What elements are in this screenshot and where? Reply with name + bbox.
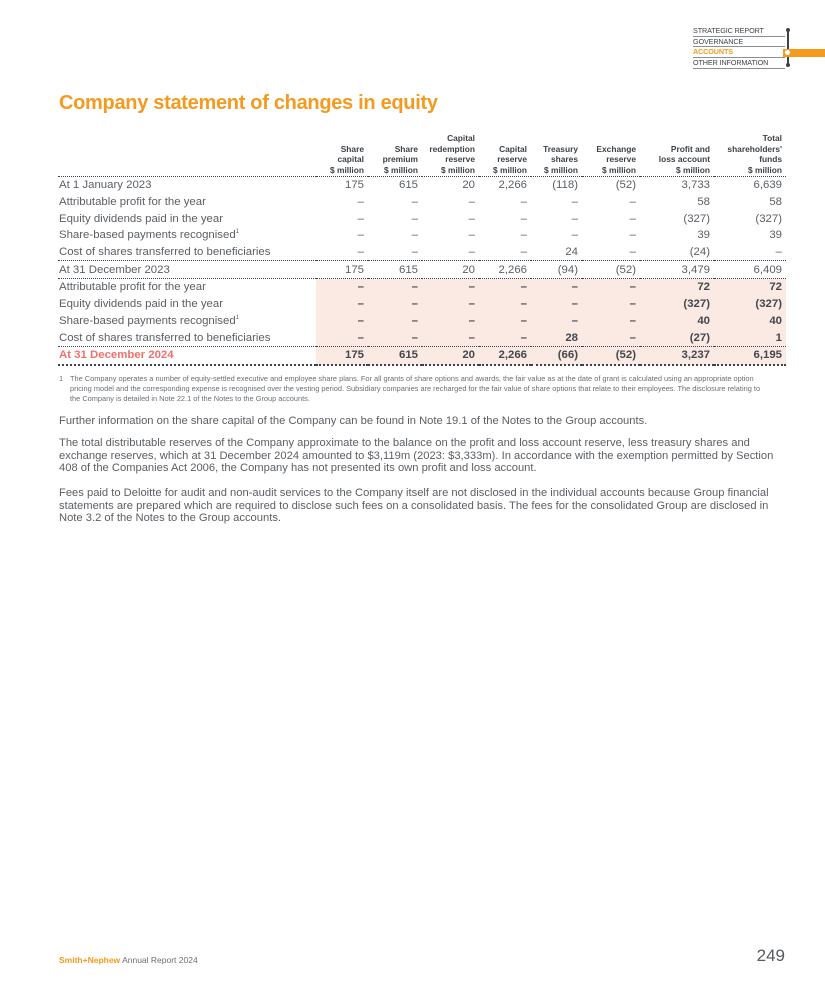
column-header-line: $ million — [602, 164, 636, 175]
table-cell: (327) — [683, 212, 710, 225]
table-row — [58, 346, 786, 364]
table-cell: 39 — [769, 229, 782, 242]
report-name: Annual Report 2024 — [122, 955, 198, 965]
table-cell: – — [422, 329, 479, 346]
row-label — [58, 261, 316, 279]
column-header-line: reserve — [606, 154, 636, 164]
table-cell: – — [531, 296, 582, 313]
column-header — [582, 131, 640, 177]
column-header-line: shares — [550, 154, 578, 164]
column-header-line: $ million — [676, 164, 710, 175]
nav-indicator-line — [787, 29, 789, 66]
footnote-number: 1 — [59, 374, 64, 383]
table-cell: 615 — [368, 261, 422, 279]
table-cell: 6,409 — [714, 261, 786, 279]
footnote-text: The Company operates a number of equity-settled executive and employee share plans. For all grants of share options and awards, the fair value as at the date of grant is calculated using an appropriate option pricing model and the corresponding expense is recognised over the vesting period. Subsidiary companies are recharged for the fair value of share options that relate to their employees. The disclosure relating to the Company is detailed in Note 22.1 of the Notes to the Group accounts. — [70, 374, 761, 403]
table-cell: – — [422, 279, 479, 296]
table-cell: (327) — [640, 296, 714, 313]
row-label — [58, 279, 316, 296]
column-header-line: Capital — [447, 133, 475, 143]
table-cell: – — [468, 229, 475, 242]
footnote-ref: 1 — [235, 229, 240, 236]
table-cell: (27) — [640, 329, 714, 346]
table-cell: 6,639 — [753, 179, 782, 192]
section-nav — [693, 26, 785, 69]
table-cell: 58 — [697, 196, 710, 209]
footnote — [59, 374, 771, 404]
row-label-text: Cost of shares transferred to beneficiaries — [59, 331, 271, 344]
table-cell: – — [479, 296, 531, 313]
table-cell: – — [520, 229, 527, 242]
table-row — [58, 296, 786, 313]
row-label — [58, 244, 316, 261]
table-cell: – — [468, 196, 475, 209]
table-cell: 6,195 — [714, 346, 786, 364]
nav-item-governance[interactable]: GOVERNANCE — [693, 37, 785, 48]
table-cell: – — [582, 279, 640, 296]
table-cell: (66) — [531, 346, 582, 364]
table-cell: – — [629, 229, 636, 242]
nav-item-strategic-report[interactable]: STRATEGIC REPORT — [693, 26, 785, 37]
column-header-line: Profit and — [670, 143, 710, 154]
table-cell: 3,479 — [640, 261, 714, 279]
row-label-text: At 31 December 2023 — [59, 263, 170, 276]
table-row — [58, 227, 786, 244]
table-row — [58, 210, 786, 227]
row-label — [58, 227, 316, 244]
row-label-text: Equity dividends paid in the year — [59, 212, 224, 225]
row-label — [58, 296, 316, 313]
table-cell: (52) — [615, 179, 636, 192]
column-header-line: Treasury — [543, 143, 578, 154]
table-cell: – — [775, 246, 782, 259]
table-cell: 3,237 — [640, 346, 714, 364]
column-header-line: $ million — [441, 164, 475, 175]
table-cell: – — [368, 279, 422, 296]
table-cell: 3,733 — [681, 179, 710, 192]
row-label — [58, 346, 316, 364]
table-cell: – — [316, 296, 368, 313]
nav-top-dot-icon — [786, 28, 790, 32]
table-cell: 175 — [344, 179, 364, 192]
table-cell: – — [316, 279, 368, 296]
column-header-line: funds — [759, 154, 782, 164]
table-cell: – — [357, 212, 364, 225]
table-cell: – — [316, 313, 368, 330]
row-label — [58, 329, 316, 346]
paragraph-share-capital: Further information on the share capital of the Company can be found in Note 19.1 of the Notes to the Group accounts. — [59, 415, 648, 427]
table-cell: – — [357, 196, 364, 209]
table-cell: – — [368, 329, 422, 346]
column-header — [479, 131, 531, 177]
table-cell: 2,266 — [479, 261, 531, 279]
table-cell: – — [520, 246, 527, 259]
paragraph-audit-fees: Fees paid to Deloitte for audit and non-audit services to the Company itself are not disclosed in the individual accounts because Group financial statements are prepared which are required to disclose such fees on a consolidated basis. The fees for the consolidated Group are disclosed in Note 3.2 of the Notes to the Group accounts. — [59, 487, 769, 525]
table-cell: 20 — [422, 346, 479, 364]
table-cell: 1 — [714, 329, 786, 346]
table-cell: 40 — [714, 313, 786, 330]
table-cell: 175 — [316, 346, 368, 364]
table-cell: – — [520, 196, 527, 209]
row-label-text: Share-based payments recognised — [59, 314, 236, 327]
table-cell: – — [411, 212, 418, 225]
table-cell: – — [629, 212, 636, 225]
table-cell: – — [582, 313, 640, 330]
column-header — [368, 131, 422, 177]
column-header — [714, 131, 786, 177]
column-header-line: loss account — [658, 154, 710, 164]
row-label — [58, 210, 316, 227]
table-cell: – — [479, 313, 531, 330]
row-label-text: Attributable profit for the year — [59, 196, 206, 209]
row-label — [58, 194, 316, 211]
column-header-line: redemption — [429, 143, 475, 154]
table-cell: 39 — [697, 229, 710, 242]
column-header-line: reserve — [445, 154, 475, 164]
brand-name: Smith+Nephew — [59, 955, 121, 965]
column-header-line: reserve — [497, 154, 527, 164]
table-row — [58, 177, 786, 194]
table-cell: 40 — [640, 313, 714, 330]
table-cell: – — [357, 246, 364, 259]
table-header-row — [58, 131, 786, 177]
nav-item-accounts[interactable]: ACCOUNTS — [693, 47, 785, 58]
table-cell: – — [368, 296, 422, 313]
table-cell: – — [629, 246, 636, 259]
table-cell: – — [411, 229, 418, 242]
table-cell: (327) — [714, 296, 786, 313]
column-header — [422, 131, 479, 177]
table-cell: 72 — [714, 279, 786, 296]
table-cell: 615 — [398, 179, 418, 192]
column-header-line: $ million — [493, 164, 527, 175]
table-row — [58, 329, 786, 346]
table-cell: – — [571, 212, 578, 225]
column-header-line: Total — [762, 133, 782, 143]
column-header-line: premium — [382, 154, 418, 164]
table-row — [58, 313, 786, 330]
table-cell: – — [571, 196, 578, 209]
column-header-line: $ million — [384, 164, 418, 175]
row-label-text: Attributable profit for the year — [59, 281, 206, 294]
table-cell: 28 — [531, 329, 582, 346]
table-row — [58, 244, 786, 261]
table-row — [58, 279, 786, 296]
table-cell: 20 — [462, 179, 475, 192]
table-cell: 24 — [565, 246, 578, 259]
table-cell: – — [629, 196, 636, 209]
table-cell: – — [468, 212, 475, 225]
table-cell: – — [422, 296, 479, 313]
table-cell: – — [316, 329, 368, 346]
column-header — [640, 131, 714, 177]
table-cell: – — [520, 212, 527, 225]
nav-bottom-dot-icon — [786, 63, 790, 67]
table-cell: 72 — [640, 279, 714, 296]
column-header-line: Capital — [499, 143, 527, 154]
paragraph-distributable-reserves: The total distributable reserves of the Company approximate to the balance on the profit and loss account reserve, less treasury shares and exchange reserves, which at 31 December 2024 amounted to $3,119m (2023: $3,333m). In accordance with the exemption permitted by Section 408 of the Companies Act 2006, the Company has not presented its own profit and loss account. — [59, 437, 774, 475]
table-cell: – — [479, 279, 531, 296]
column-header-line: Share — [394, 143, 418, 154]
table-cell: – — [479, 329, 531, 346]
column-header-line: $ million — [330, 164, 364, 175]
footnote-ref: 1 — [235, 315, 240, 322]
table-cell: (52) — [582, 261, 640, 279]
table-cell: – — [582, 296, 640, 313]
table-cell: (94) — [531, 261, 582, 279]
table-cell: – — [368, 313, 422, 330]
table-cell: – — [411, 196, 418, 209]
table-cell: – — [411, 246, 418, 259]
table-cell: – — [571, 229, 578, 242]
column-header-line: Exchange — [596, 143, 636, 154]
table-cell: – — [468, 246, 475, 259]
page-number: 249 — [756, 946, 785, 965]
column-header-line: $ million — [748, 164, 782, 175]
column-header — [531, 131, 582, 177]
table-cell: 2,266 — [498, 179, 527, 192]
row-label-text: Share-based payments recognised — [59, 229, 236, 242]
table-cell: 58 — [769, 196, 782, 209]
table-cell: – — [357, 229, 364, 242]
row-label-text: Cost of shares transferred to beneficiaries — [59, 246, 271, 259]
row-label-text: At 1 January 2023 — [59, 179, 152, 192]
table-cell: (118) — [552, 179, 578, 192]
row-label-text: Equity dividends paid in the year — [59, 298, 224, 311]
table-cell: (24) — [689, 246, 710, 259]
footer-brand — [59, 955, 198, 965]
table-cell: – — [422, 313, 479, 330]
column-header-line: capital — [337, 154, 364, 164]
table-cell: (327) — [755, 212, 782, 225]
table-row — [58, 194, 786, 211]
row-label-text: At 31 December 2024 — [59, 349, 174, 362]
row-label — [58, 313, 316, 330]
column-header-line: $ million — [544, 164, 578, 175]
nav-item-other-information[interactable]: OTHER INFORMATION — [693, 58, 785, 69]
table-cell: 615 — [368, 346, 422, 364]
table-cell: 20 — [422, 261, 479, 279]
header-blank — [58, 131, 316, 177]
row-label — [58, 177, 316, 194]
column-header — [316, 131, 368, 177]
page-title: Company statement of changes in equity — [59, 92, 438, 114]
table-cell: – — [531, 313, 582, 330]
table-row — [58, 261, 786, 279]
table-cell: 2,266 — [479, 346, 531, 364]
nav-active-dot-icon — [785, 50, 790, 55]
table-cell: – — [582, 329, 640, 346]
table-cell: 175 — [316, 261, 368, 279]
equity-table — [58, 131, 786, 366]
table-cell: – — [531, 279, 582, 296]
column-header-line: shareholders' — [727, 143, 782, 154]
column-header-line: Share — [340, 143, 364, 154]
table-cell: (52) — [582, 346, 640, 364]
